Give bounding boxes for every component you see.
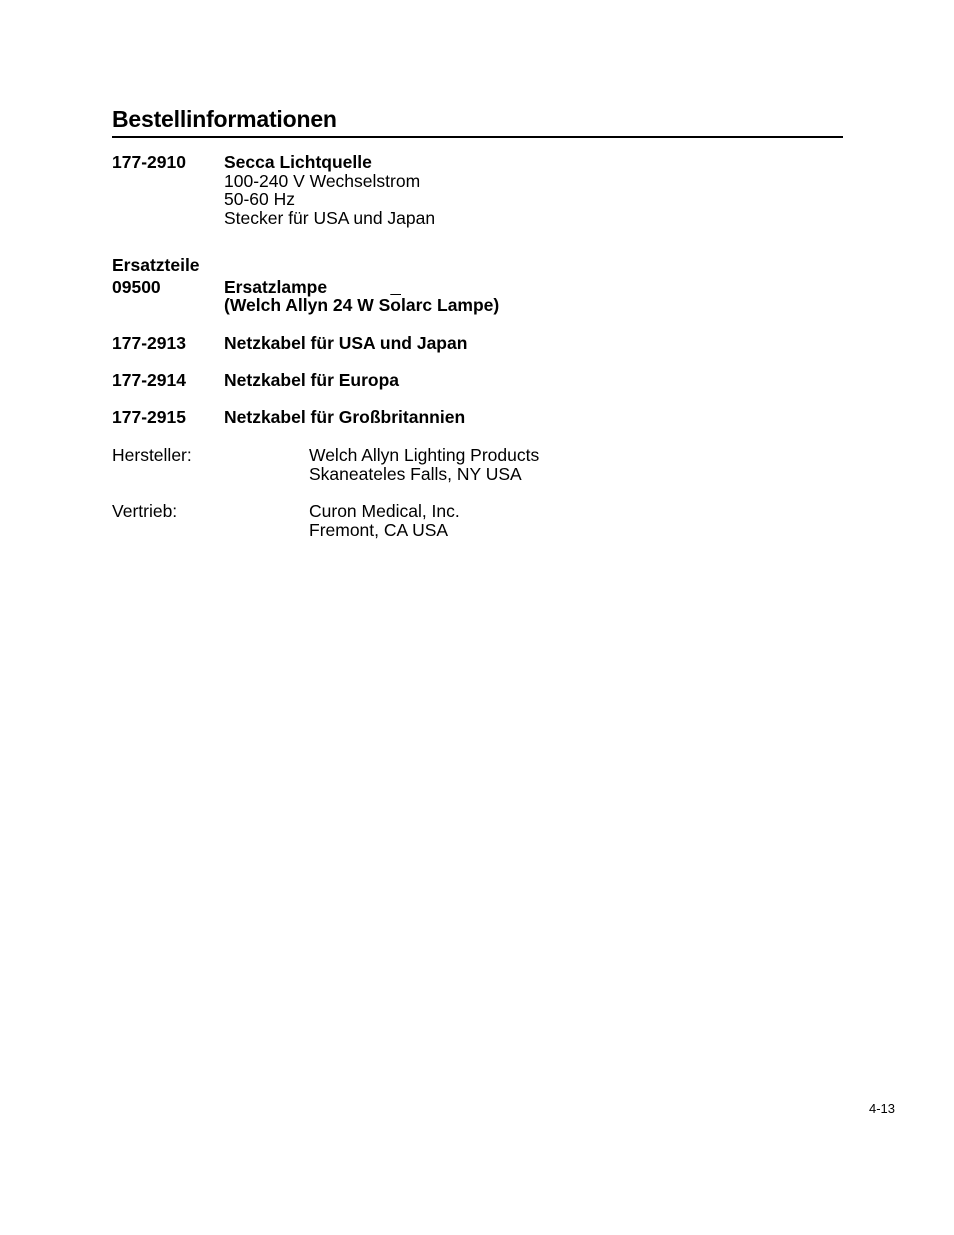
part-name: Netzkabel für USA und Japan [224,333,468,353]
main-item-detail: 50-60 Hz [224,189,296,209]
lamp-subtitle-macron: $\overline{o}$ [390,295,401,315]
lamp-number: 09500 [112,277,161,297]
main-item-name: Secca Lichtquelle [224,152,372,172]
spare-parts-heading: Ersatzteile [112,255,200,275]
lamp-subtitle-prefix: (Welch Allyn 24 W S [224,295,391,315]
distributor-label: Vertrieb: [112,501,178,521]
main-item-detail: 100-240 V Wechselstrom [224,171,421,191]
part-number: 177-2915 [112,407,186,427]
part-name: Netzkabel für Europa [224,370,400,390]
main-item-detail: Stecker für USA und Japan [224,208,436,228]
manufacturer-line: Welch Allyn Lighting Products [309,445,540,465]
part-number: 177-2914 [112,370,186,390]
lamp-subtitle [224,296,499,315]
part-number: 177-2913 [112,333,186,353]
manufacturer-line: Skaneateles Falls, NY USA [309,464,522,484]
main-item-number: 177-2910 [112,152,186,172]
title-rule [112,136,843,138]
lamp-name: Ersatzlampe [224,277,328,297]
page-number: 4-13 [869,1101,896,1116]
manufacturer-label: Hersteller: [112,445,192,465]
lamp-subtitle-suffix: larc Lampe) [401,295,500,315]
distributor-line: Curon Medical, Inc. [309,501,460,521]
page-title: Bestellinformationen [112,106,337,132]
part-name: Netzkabel für Großbritannien [224,407,466,427]
distributor-line: Fremont, CA USA [309,520,449,540]
